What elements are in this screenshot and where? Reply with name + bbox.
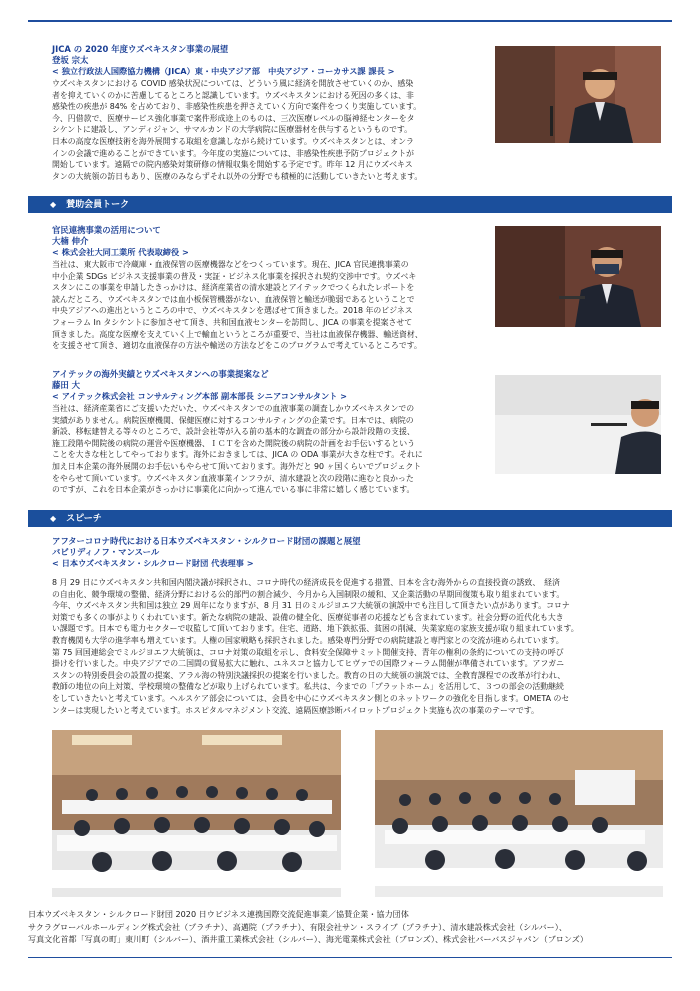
section-label: スピーチ — [66, 514, 102, 524]
daido-article — [52, 225, 487, 352]
section-label: 賛助会員トーク — [66, 200, 130, 210]
body-line: の自由化、競争環境の整備、経済分野における公的部門の割合減少、今月から入国制限の緩和、又企業活動の早期回復策も取り組まれています。 — [52, 589, 565, 599]
speaker-affiliation: < 日本ウズベキスタン・シルクロード財団 代表理事 > — [52, 558, 254, 568]
article-body — [52, 259, 487, 352]
footer-line: 写真文化首都「写真の町」東川町（シルバー）、酒井重工業株式会社（シルバー）、海光電業株式会社（ブロンズ）、株式会社バーバスジャパン（ブロンズ） — [28, 934, 588, 944]
body-line: タンの大統領の訪日もあり、医療のみならずそれ以外の分野でも積極的に活動していきたいと考えます。 — [52, 171, 423, 181]
body-line: 当社は、東大阪市で冷蔵庫・血液保管の医療機器などをつくっています。現在、JICA 官民連携事業の — [52, 260, 409, 269]
speaker-name: 登坂 宗太 — [52, 55, 89, 65]
body-line: ことを大きな柱としてやっております。海外におきましては、JICA の ODA 事業が大きな柱です。それに — [52, 450, 423, 460]
body-line: 第 75 回国連総会でミルジヨエフ大統領は、コロナ対策の取組を示し、食料安全保障サミット開催支持、青年の権利の条約についての支持の呼び — [52, 647, 564, 657]
speaker-affiliation: < 株式会社大同工業所 代表取締役 > — [52, 247, 189, 257]
sponsor-footer — [28, 908, 672, 946]
body-line: 今、円借款で、医療サービス強化事業で案件形成途上のものは、三次医療レベルの脳神経センターをタ — [52, 113, 415, 123]
body-line: インの会議で進めることができています。今年度の実施については、非感染性疾患予防プロジェクトが — [52, 148, 415, 158]
body-line: 今年、ウズベキスタン共和国は独立 29 周年になりますが、8 月 31 日のミルジヨエフ大統領の演説中でも注目して頂きたい点があります。コロナ — [52, 601, 570, 611]
article-title: アフターコロナ時代における日本ウズベキスタン・シルクロード財団の課題と展望 — [52, 536, 361, 546]
body-line: 読んだところ、ウズベキスタンでは血小板保管機器がない、血液保管と輸送が脆弱であるということで — [52, 294, 415, 304]
body-line: 開始しています。遠隔での院内感染対策研修の情報収集を開始する予定です。昨年 12 月にウズベキス — [52, 160, 413, 170]
body-line: ウズベキスタンにおける COVID 感染状況については、どういう風に経済を開放させていくのか、感染 — [52, 79, 414, 88]
speech-article — [52, 536, 670, 716]
speaker-name: バビリディノフ・マンスール — [52, 547, 160, 557]
article-title: JICA の 2020 年度ウズベキスタン事業の展望 — [52, 44, 229, 54]
body-line: シケントに建設し、アンディジャン、サマルカンドの大学病院に医療器材を供与するというものです。 — [52, 125, 413, 135]
body-line: スタンにこの事業を申請したきっかけは、経済産業省の清水建設とアイテックでつくられたレポートを — [52, 283, 415, 293]
speaker-photo-itec — [495, 375, 661, 474]
top-rule — [28, 20, 672, 22]
diamond-icon: ◆ — [50, 514, 57, 523]
body-line: をしていきたいと考えています。ヘルスケア部会については、会員を中心にウズベキスタン側とのネットワークの強化を目指します。OMETA のセ — [52, 693, 570, 703]
speaker-affiliation: < アイテック株式会社 コンサルティング本部 副本部長 シニアコンサルタント > — [52, 391, 348, 401]
speaker-photo-daido — [495, 226, 661, 327]
article-body — [52, 78, 487, 182]
diamond-icon: ◆ — [50, 200, 57, 209]
body-line: い課題です。日本でも電力セクターで収監して頂いております。住宅、道路、地下鉄拡張、貧困の削減、失業家庭の家族支援が取り組まれています。 — [52, 624, 579, 634]
section-header-speech — [28, 510, 672, 527]
body-line: 日本の高度な医療技術を海外展開する取組を意識しながら続けています。ウズベキスタンとは、オンラ — [52, 136, 414, 146]
article-title: 官民連携事業の活用について — [52, 225, 161, 235]
body-line: ンターは実現したいと考えています。ホスピタルマネジメント交流、遠隔医療診断パイロットプロジェクト実施も次の事業のテーマです。 — [52, 705, 539, 715]
body-line: 教師の地位の向上対策、学校環境の整備などが取り上げられています。私共は、今までの「プラットホーム」を活用して、３つの部会の活動継続 — [52, 682, 564, 692]
body-line: フォーラム In タシケントに参加させて頂き、共和国血液センターを訪問し、JICA の事業を提案させて — [52, 317, 413, 327]
itec-article — [52, 369, 487, 496]
body-line: 掛けを行いました。中央アジアでの二国間の貿易拡大に触れ、ユネスコと協力してヒヴァでの国際フォーラム開催が準備されています。アフガニ — [52, 659, 565, 669]
body-line: スタンの特別委員会の設置の提案、アラル海の特別決議採択の提案を行いました。教育の日の大統領の演説では、全教育課程での改革が行われ、 — [52, 670, 566, 680]
body-line: 施工段階や開院後の病院の運営や医療機器、ＩＣＴを含めた開院後の病院の計画をお手伝いするという — [52, 438, 415, 448]
body-line: 頂きました。高度な医療を支えていく上で輸血というところが重要で、当社は血液保存機器、輸送資材、 — [52, 329, 423, 339]
body-line: のですが、これを日本企業がきっかけに事業化に向かって進んでいる事に非常に嬉しく感じています。 — [52, 485, 415, 495]
footer-line: サクラグローバルホールディング株式会社（プラチナ）、高邁院（プラチナ）、有限会社サン・スライブ（プラチナ）、清水建設株式会社（シルバー）、 — [28, 921, 567, 932]
speaker-affiliation: < 独立行政法人国際協力機構（JICA）東・中央アジア部 中央アジア・コーカサス課 課長 > — [52, 66, 395, 76]
body-line: 当社は、経済産業省にご支援いただいた、ウズベキスタンでの血液事業の調査しかウズベキスタンでの — [52, 404, 415, 413]
body-line: 者を抑えていくのかに苦慮してるところと認識しています。ウズベキスタンにおける死因の多くは、非 — [52, 90, 414, 100]
bottom-rule — [28, 957, 672, 958]
body-line: 感染性の疾患が 84% を占めており、非感染性疾患を押さえていく方向で案件をつくり実施しています。 — [52, 102, 422, 112]
body-line: 加え日本企業の海外展開のお手伝いもやらせて頂いております。海外だと 90 ヶ国くらいでプロジェクト — [52, 461, 422, 471]
event-photo-audience-left — [52, 730, 341, 897]
article-title: アイテックの海外実績とウズベキスタンへの事業提案など — [52, 369, 269, 379]
body-line: 実績がありません。病院医療機関、保健医療に対するコンサルティングの企業です。日本では、病院の — [52, 415, 414, 425]
body-line: 新設、移転建替える等々のところで、設計会社等が入る前の基本的な調査の部分から設計段階の支援、 — [52, 427, 415, 437]
body-line: 教育機関も大学の進学率も増えています。人権の国家戦略も採択されました。感染専門分野での病院建設と専門家との交流が進められています。 — [52, 635, 564, 645]
article-body — [52, 577, 670, 716]
section-header-member-talk — [28, 196, 672, 213]
jica-article — [52, 44, 487, 182]
footer-line: 日本ウズベキスタン・シルクロード財団 2020 日ウビジネス連携国際交流促進事業／協賛企業・協力団体 — [28, 909, 409, 919]
body-line: 中央アジアへの進出というところの中で、ウズベキスタンを選ばせて頂きました。2018 年のビジネス — [52, 306, 413, 316]
speaker-name: 大楠 伸介 — [52, 236, 89, 246]
body-line: 対策でも多くの事がよりくわれています。新たな病院の建設、設備の健全化、医療従事者の応援なども含まれています。社会分野の近代化も大き — [52, 612, 564, 622]
speaker-name: 藤田 大 — [52, 380, 81, 390]
body-line: 中小企業 SDGs ビジネス支援事業の普及・実証・ビジネス化事業を採択され契約交渉中です。ウズベキ — [52, 271, 417, 281]
event-photo-audience-right — [375, 730, 663, 897]
article-body — [52, 403, 487, 496]
body-line: 8 月 29 日にウズベキスタン共和国内閣決議が採択され、コロナ時代の経済成長を促進する措置、日本を含む海外からの直接投資の誘致、 経済 — [52, 578, 560, 587]
body-line: をやらせて頂いています。ウズベキスタン血液事業インフラが、清水建設と次の段階に進むと良かった — [52, 473, 414, 483]
speaker-photo-jica — [495, 46, 661, 143]
body-line: を支援させて頂き、適切な血液保存の方法や輸送の方法などをこのプログラムで考えているところです。 — [52, 341, 422, 351]
